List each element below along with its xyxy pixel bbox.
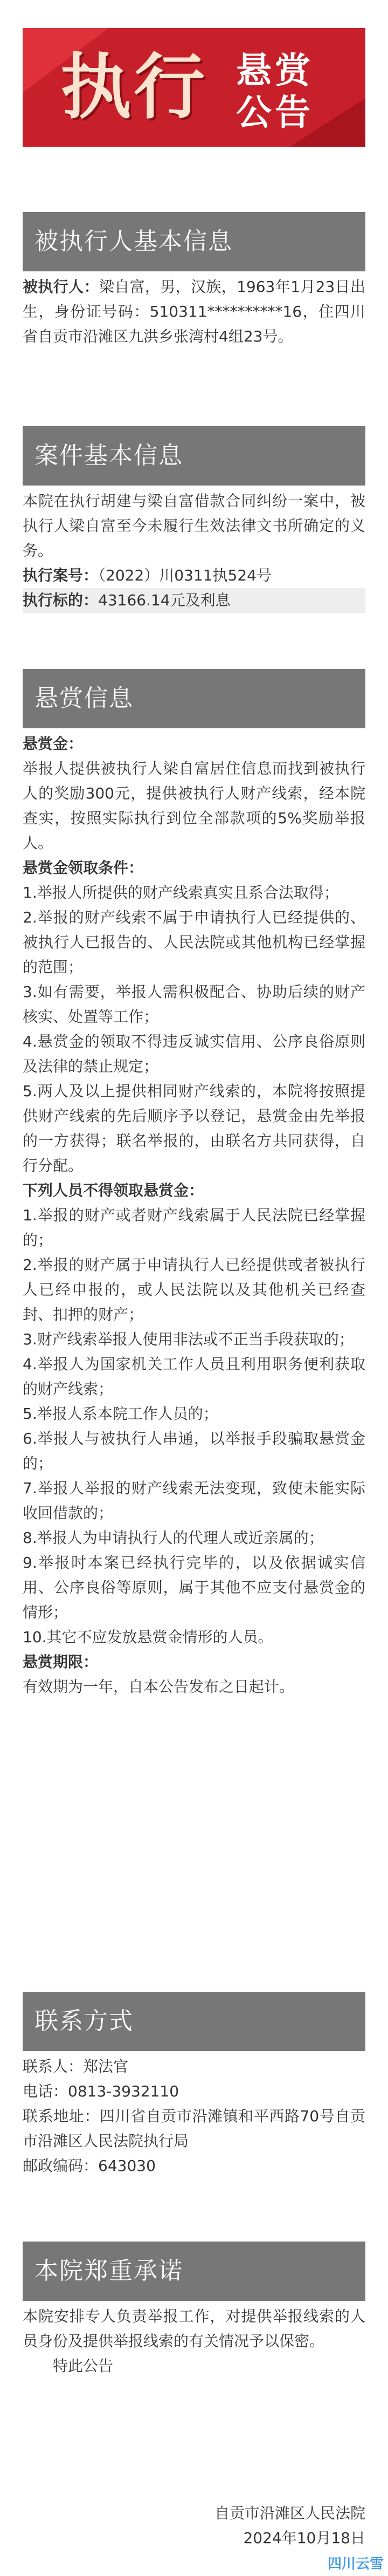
list-item: 1.举报人所提供的财产线索真实且系合法取得； — [23, 884, 339, 901]
list-item: 5.举报人系本院工作人员的； — [23, 1405, 218, 1423]
publish-date: 2024年10月18日 — [243, 2529, 365, 2547]
special-notice: 特此公告 — [53, 2357, 114, 2375]
field-label: 下列人员不得领取悬赏金： — [23, 1181, 204, 1199]
commitment-text: 本院安排专人负责举报工作，对提供举报线索的人员身份及提供举报线索的有关情况予以保密。 — [23, 2307, 365, 2350]
header-banner — [23, 28, 365, 147]
field-label: 悬赏金领取条件： — [23, 859, 144, 877]
list-item: 2.举报的财产线索不属于申请执行人已经提供的、被执行人已报告的、人民法院或其他机构已经掌握的范围； — [23, 908, 365, 976]
case-number: （2022）川0311执524号 — [98, 566, 272, 584]
contact-postcode: 邮政编码：643030 — [23, 2157, 156, 2175]
section-heading: 案件基本信息 — [23, 426, 365, 486]
list-item: 2.举报的财产属于申请执行人已经提供或者被执行人已经申报的，或人民法院以及其他机关已经查封、扣押的财产； — [23, 1256, 365, 1323]
reward-text: 举报人提供被执行人梁自富居住信息而找到被执行人的奖励300元，提供被执行人财产线索，经本院查实，按照实际执行到位全部款项的5%奖励举报人。 — [23, 760, 365, 852]
contact-phone: 电话：0813-3932110 — [23, 2082, 179, 2100]
section-reward-info — [23, 669, 365, 1699]
list-item: 3.如有需要，举报人需积极配合、协助后续的财产核实、处置等工作； — [23, 983, 365, 1026]
section-body — [23, 271, 365, 349]
section-heading: 被执行人基本信息 — [23, 212, 365, 271]
contact-address: 联系地址：四川省自贡市沿滩镇和平西路70号自贡市沿滩区人民法院执行局 — [23, 2107, 365, 2150]
court-name: 自贡市沿滩区人民法院 — [214, 2504, 365, 2522]
section-commitment — [23, 2242, 365, 2379]
section-body — [23, 2051, 365, 2178]
banner-title-main: 执行 — [60, 46, 207, 129]
section-body — [23, 2301, 365, 2379]
list-item: 3.财产线索举报人使用非法或不正当手段获取的； — [23, 1330, 354, 1348]
field-label: 执行案号： — [23, 566, 99, 584]
defendant-details: 梁自富，男，汉族，1963年1月23日出生，身份证号码：510311**********16，住四川省自贡市沿滩区九洪乡张湾村4组23号。 — [23, 278, 365, 345]
list-item: 6.举报人与被执行人串通，以举报手段骗取悬赏金的； — [23, 1430, 365, 1472]
list-item: 4.悬赏金的领取不得违反诚实信用、公序良俗原则及法律的禁止规定； — [23, 1033, 365, 1075]
section-heading: 悬赏信息 — [23, 669, 365, 728]
list-item: 9.举报时本案已经执行完毕的，以及依据诚实信用、公序良俗等原则，属于其他不应支付悬赏金的情形； — [23, 1554, 365, 1621]
contact-person: 联系人：郑法官 — [23, 2058, 129, 2075]
section-heading: 联系方式 — [23, 1992, 365, 2051]
case-intro: 本院在执行胡建与梁自富借款合同纠纷一案中，被执行人梁自富至今未履行生效法律文书所确定的义务。 — [23, 492, 365, 559]
section-body — [23, 486, 365, 613]
list-item: 8.举报人为申请执行人的代理人或近亲属的； — [23, 1529, 324, 1547]
section-defendant-info — [23, 212, 365, 349]
section-case-info — [23, 426, 365, 613]
period-text: 有效期为一年，自本公告发布之日起计。 — [23, 1678, 295, 1696]
list-item: 7.举报人举报的财产线索无法变现，致使未能实际收回借款的； — [23, 1479, 365, 1522]
watermark-logo: 四川云雪 — [327, 2556, 384, 2572]
section-contact — [23, 1992, 365, 2178]
list-item: 5.两人及以上提供相同财产线索的，本院将按照提供财产线索的先后顺序予以登记，悬赏金由先举报的一方获得；联名举报的，由联名方共同获得，自行分配。 — [23, 1082, 365, 1174]
field-label: 悬赏金： — [23, 735, 84, 753]
section-heading: 本院郑重承诺 — [23, 2242, 365, 2301]
field-label: 执行标的： — [23, 591, 99, 609]
field-label: 悬赏期限： — [23, 1653, 99, 1671]
footer-signature — [23, 2498, 365, 2551]
section-body — [23, 2498, 365, 2551]
list-item: 10.其它不应发放悬赏金情形的人员。 — [23, 1628, 273, 1646]
banner-title-sub-top: 悬赏 — [236, 50, 314, 91]
banner-title-sub-bottom: 公告 — [236, 92, 314, 133]
field-label: 被执行人： — [23, 278, 99, 296]
list-item: 1.举报的财产或者财产线索属于人民法院已经掌握的； — [23, 1206, 365, 1249]
section-body — [23, 728, 365, 1699]
list-item: 4.举报人为国家机关工作人员且利用职务便利获取的财产线索； — [23, 1355, 365, 1398]
execution-target: 43166.14元及利息 — [98, 591, 231, 609]
